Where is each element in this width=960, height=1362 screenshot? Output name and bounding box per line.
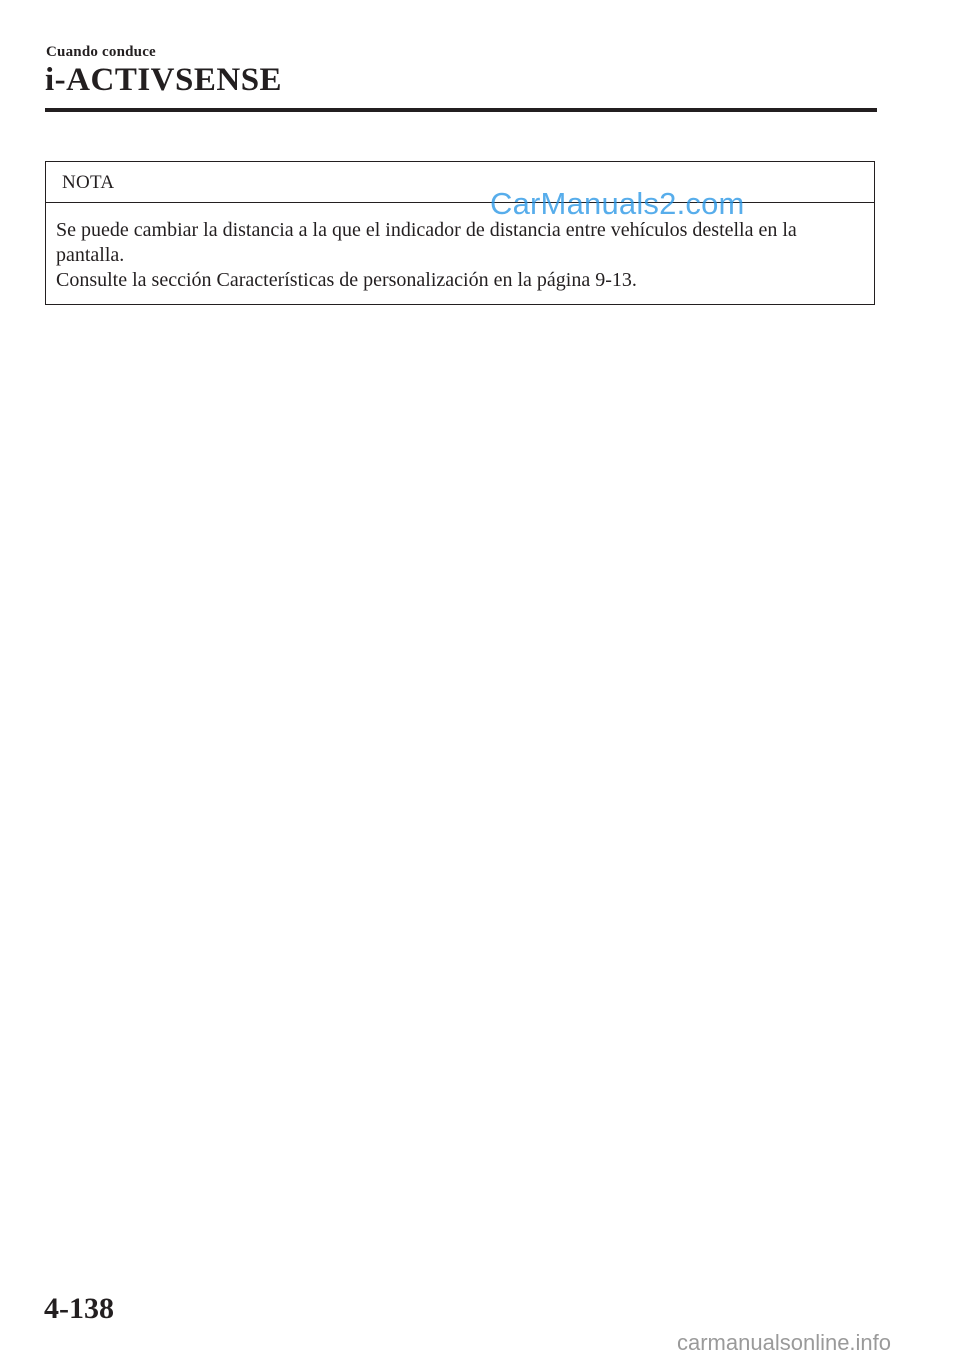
- watermark-carmanualsonline: carmanualsonline.info: [677, 1330, 892, 1355]
- note-paragraph-2: Consulte la sección Características de personalización en la página 9-13.: [56, 269, 637, 291]
- note-paragraph-1: Se puede cambiar la distancia a la que el indicador de distancia entre vehículos destella en la pantalla.: [56, 219, 797, 266]
- note-body: [46, 203, 874, 293]
- note-box: [45, 161, 875, 305]
- header-divider: [45, 108, 877, 112]
- section-label: Cuando conduce: [46, 44, 156, 60]
- watermark-carmanuals2: CarManuals2.com: [490, 186, 745, 221]
- note-heading: NOTA: [46, 162, 874, 203]
- page-number: 4-138: [44, 1292, 114, 1325]
- chapter-title: i-ACTIVSENSE: [45, 62, 283, 98]
